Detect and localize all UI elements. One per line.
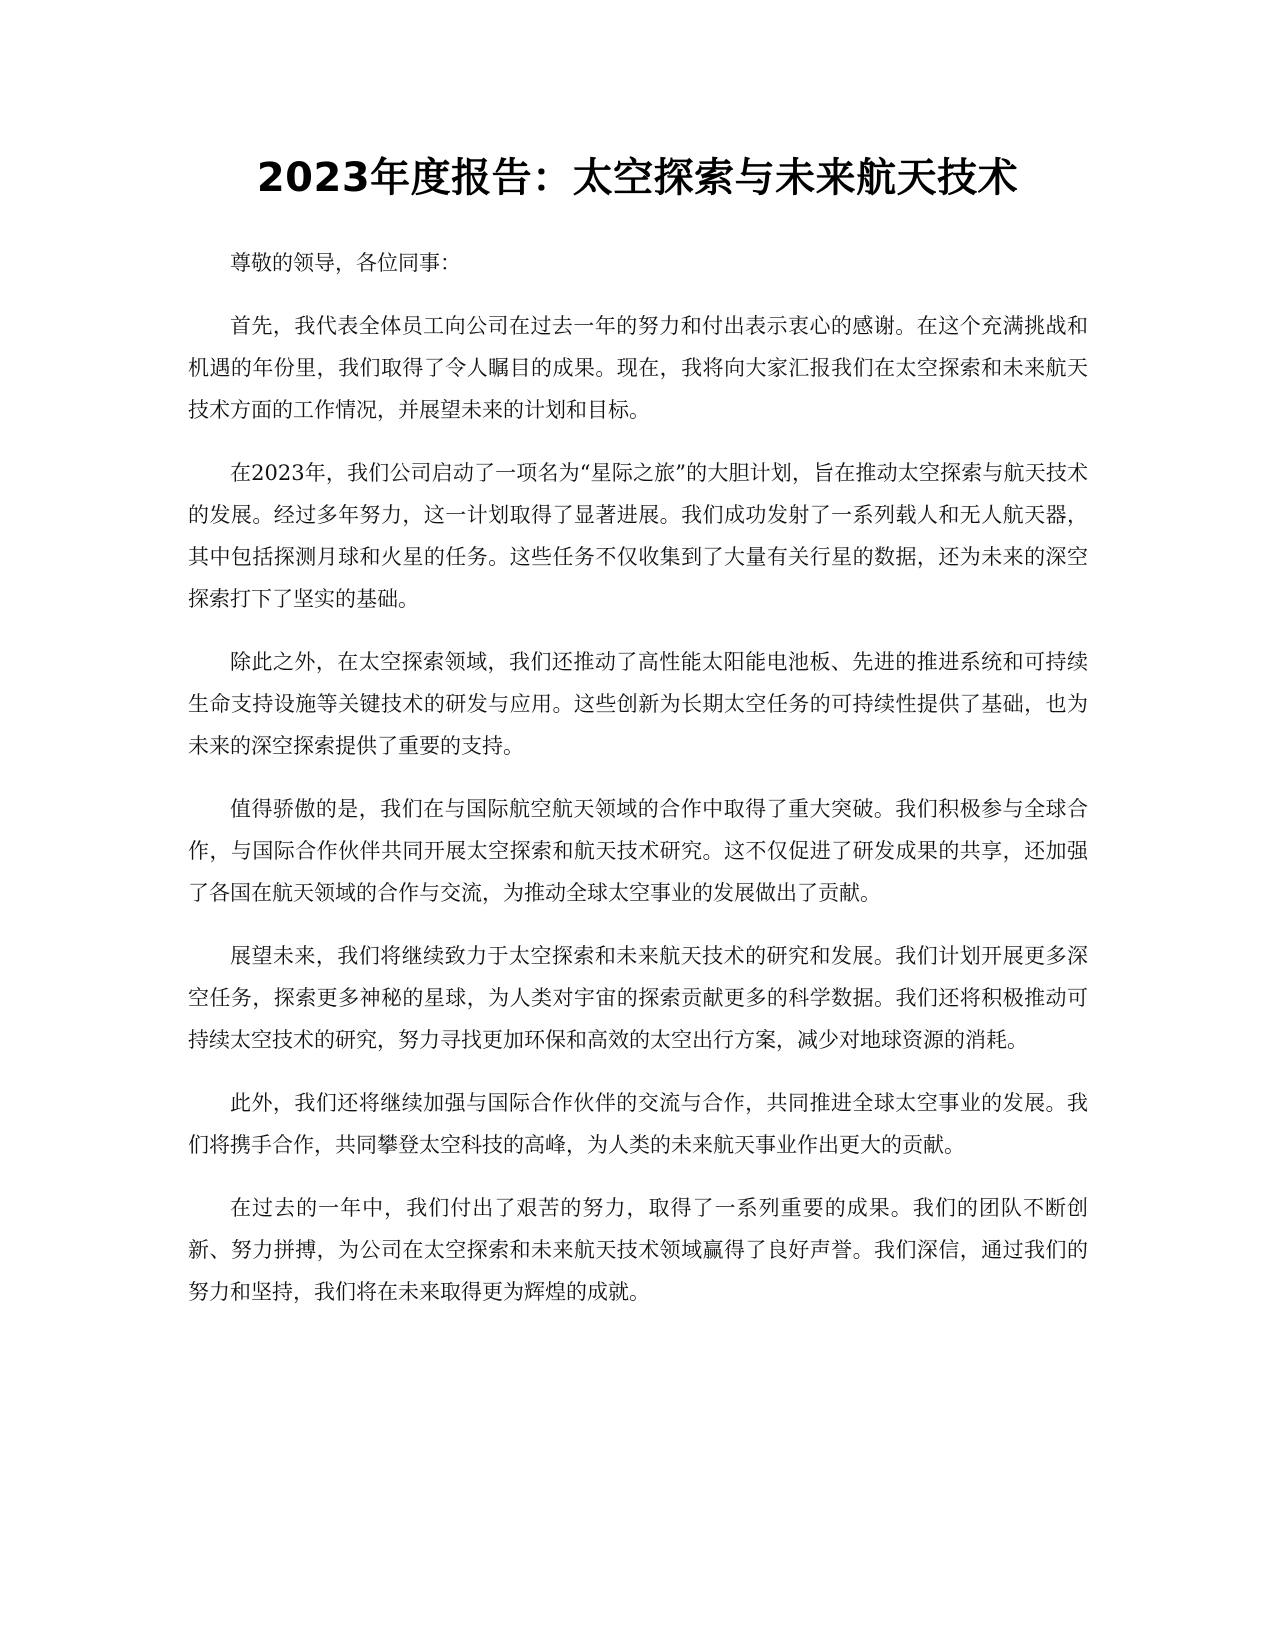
paragraph-key-technologies: 除此之外，在太空探索领域，我们还推动了高性能太阳能电池板、先进的推进系统和可持续生命支持设施等关键技术的研发与应用。这些创新为长期太空任务的可持续性提供了基础，也为未来的深空探索提供了重要的支持。 bbox=[188, 650, 1088, 758]
document-body bbox=[188, 242, 1088, 1334]
paragraph-international-cooperation: 值得骄傲的是，我们在与国际航空航天领域的合作中取得了重大突破。我们积极参与全球合作，与国际合作伙伴共同开展太空探索和航天技术研究。这不仅促进了研发成果的共享，还加强了各国在航天领域的合作与交流，为推动全球太空事业的发展做出了贡献。 bbox=[188, 797, 1088, 905]
paragraph-future-outlook: 展望未来，我们将继续致力于太空探索和未来航天技术的研究和发展。我们计划开展更多深空任务，探索更多神秘的星球，为人类对宇宙的探索贡献更多的科学数据。我们还将积极推动可持续太空技术的研究，努力寻找更加环保和高效的太空出行方案，减少对地球资源的消耗。 bbox=[188, 944, 1088, 1052]
paragraph-interstellar-plan: 在2023年，我们公司启动了一项名为“星际之旅”的大胆计划，旨在推动太空探索与航天技术的发展。经过多年努力，这一计划取得了显著进展。我们成功发射了一系列载人和无人航天器，其中包括探测月球和火星的任务。这些任务不仅收集到了大量有关行星的数据，还为未来的深空探索打下了坚实的基础。 bbox=[188, 461, 1088, 611]
paragraph-salutation: 尊敬的领导，各位同事： bbox=[230, 251, 461, 275]
paragraph-thanks: 首先，我代表全体员工向公司在过去一年的努力和付出表示衷心的感谢。在这个充满挑战和机遇的年份里，我们取得了令人瞩目的成果。现在，我将向大家汇报我们在太空探索和未来航天技术方面的工作情况，并展望未来的计划和目标。 bbox=[188, 314, 1088, 422]
paragraph-partner-exchange: 此外，我们还将继续加强与国际合作伙伴的交流与合作，共同推进全球太空事业的发展。我们将携手合作，共同攀登太空科技的高峰，为人类的未来航天事业作出更大的贡献。 bbox=[188, 1091, 1088, 1157]
paragraph-conclusion: 在过去的一年中，我们付出了艰苦的努力，取得了一系列重要的成果。我们的团队不断创新、努力拼搏，为公司在太空探索和未来航天技术领域赢得了良好声誉。我们深信，通过我们的努力和坚持，我们将在未来取得更为辉煌的成就。 bbox=[188, 1196, 1088, 1304]
document-title: 2023年度报告：太空探索与未来航天技术 bbox=[256, 155, 1019, 201]
